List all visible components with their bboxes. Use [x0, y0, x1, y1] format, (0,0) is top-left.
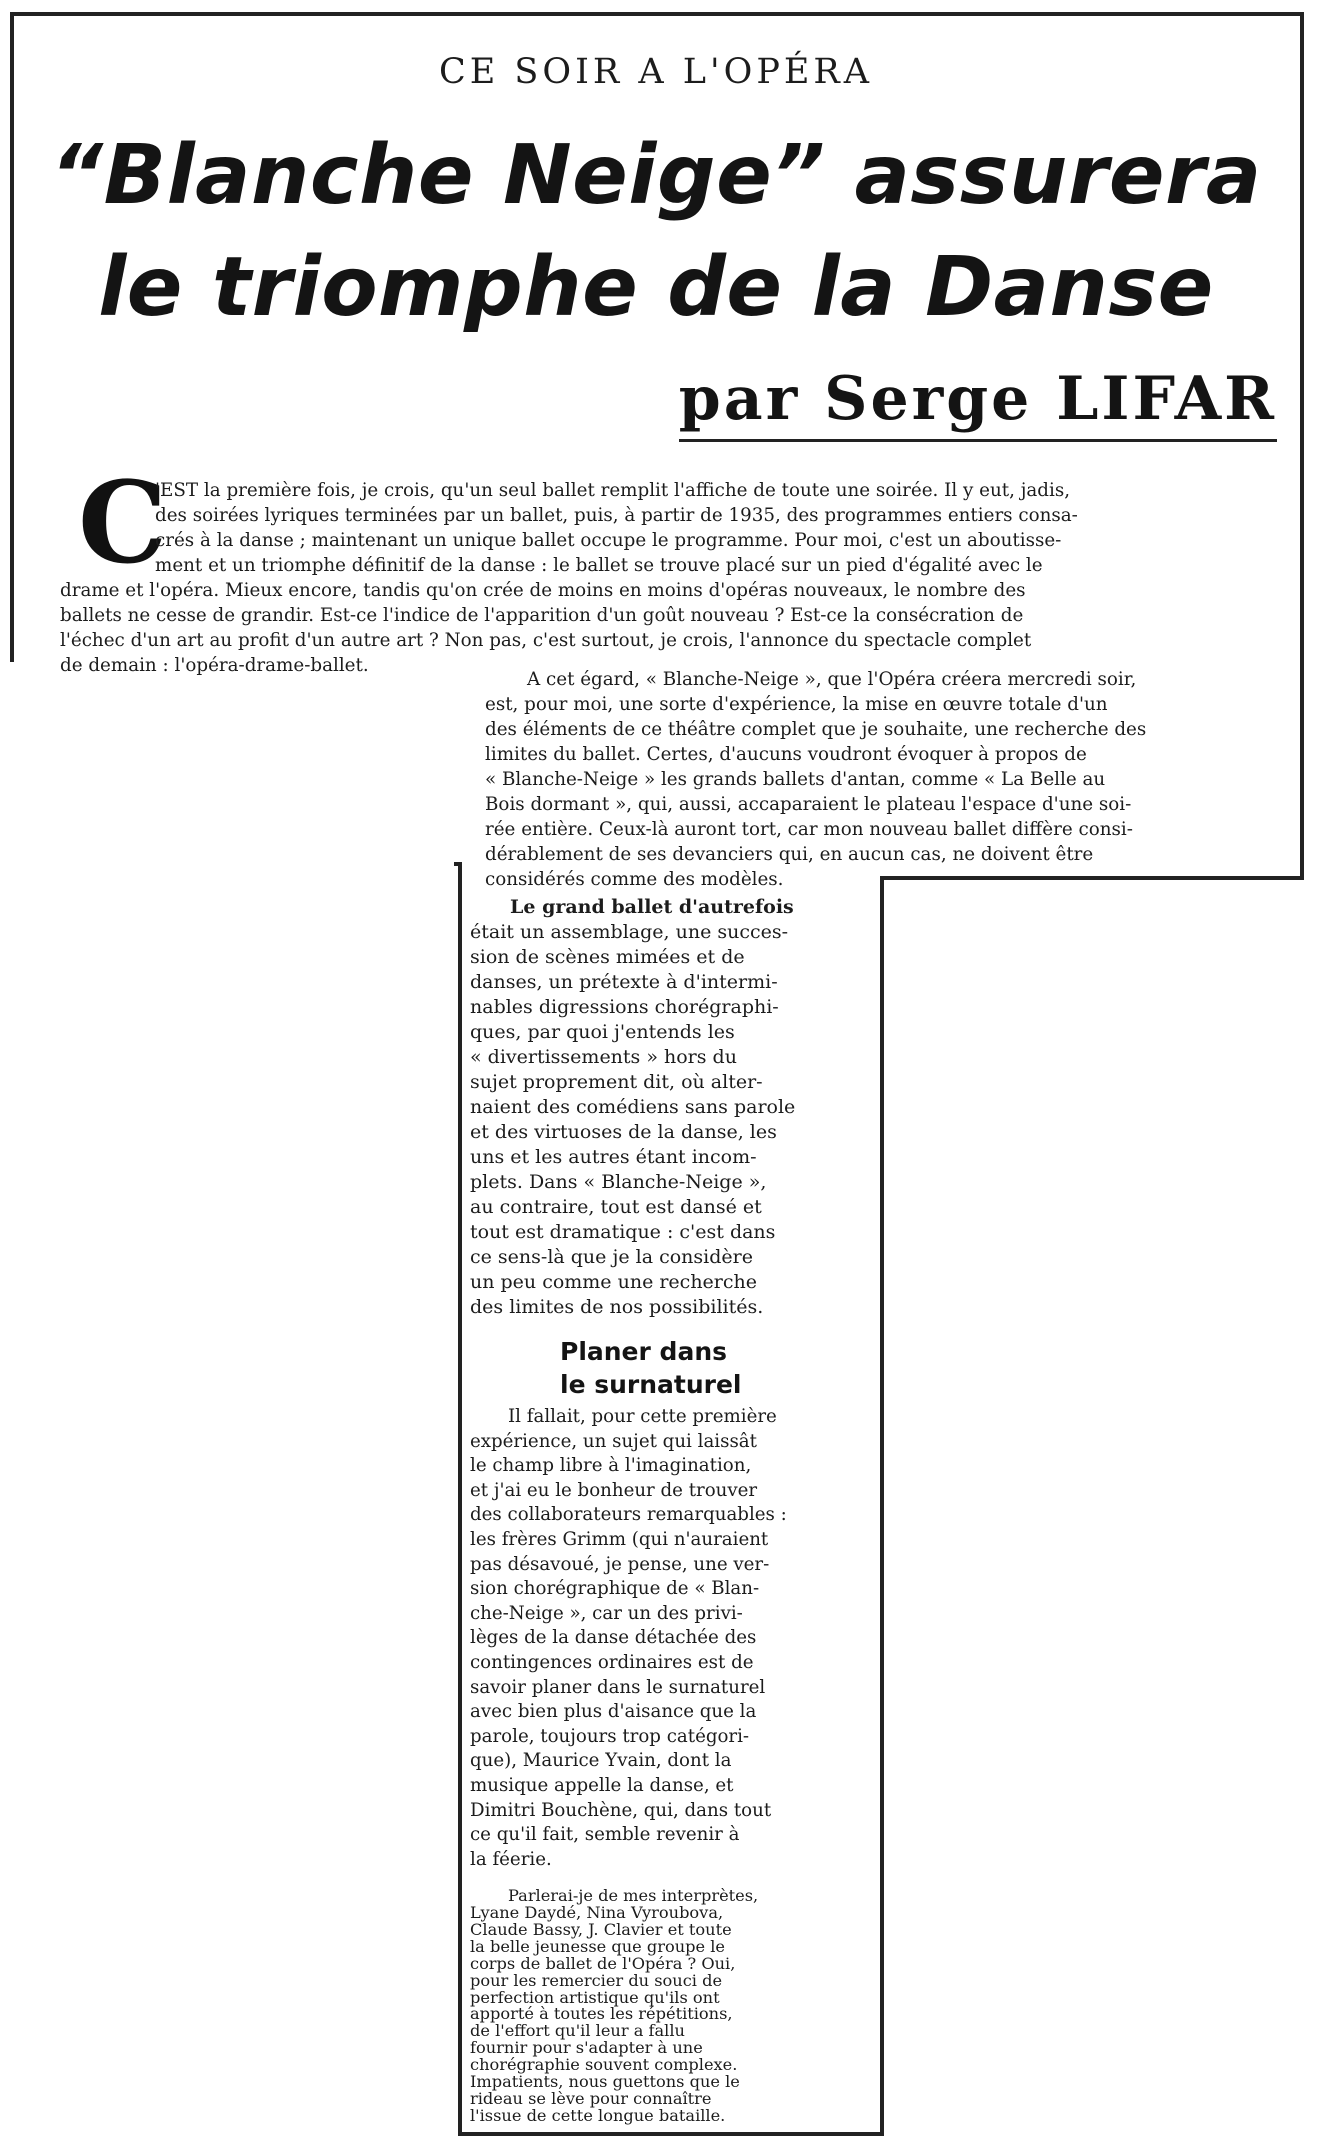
byline-text: par Serge LIFAR	[678, 364, 1277, 434]
para3-line: au contraire, tout est dansé et	[470, 1196, 762, 1218]
para5-line: Parlerai-je de mes interprètes,	[508, 1886, 759, 1905]
border-bottom	[458, 2132, 884, 2136]
para4-line: sion chorégraphique de « Blan-	[470, 1578, 760, 1600]
para3-line: ce sens-là que je la considère	[470, 1246, 753, 1268]
para5-line: pour les remercier du souci de	[470, 1970, 723, 1990]
para3-line: plets. Dans « Blanche-Neige »,	[470, 1171, 767, 1193]
para4-line: des collaborateurs remarquables :	[470, 1504, 787, 1526]
para5-line: l'issue de cette longue bataille.	[470, 2106, 726, 2125]
para5-line: chorégraphie souvent complexe.	[470, 2055, 738, 2075]
para3-line: uns et les autres étant incom-	[470, 1146, 757, 1168]
border-right-upper	[1300, 12, 1304, 880]
border-right-lower	[880, 876, 884, 2136]
para4-line: contingences ordinaires est de	[470, 1652, 754, 1673]
para4-line: parole, toujours trop catégori-	[470, 1725, 750, 1747]
para5-line: Impatients, nous guettons que le	[470, 2072, 740, 2092]
para3-line: sujet proprement dit, où alter-	[470, 1071, 763, 1093]
para5-line: apporté à toutes les répétitions,	[470, 2004, 733, 2024]
para4-line: et j'ai eu le bonheur de trouver	[470, 1479, 758, 1501]
para5-line: fournir pour s'adapter à une	[470, 2038, 703, 2058]
para4-line: avec bien plus d'aisance que la	[470, 1701, 757, 1723]
para3-line: était un assemblage, une succes-	[470, 921, 789, 943]
para2-line: Bois dormant », qui, aussi, accaparaient le plateau l'espace d'une soi-	[485, 794, 1132, 815]
border-left-upper	[10, 12, 14, 662]
intro-line: des soirées lyriques terminées par un ballet, puis, à partir de 1935, des programmes entiers consa-	[155, 505, 1078, 526]
intro-line: ballets ne cesse de grandir. Est-ce l'indice de l'apparition d'un goût nouveau ? Est-ce la consécration de	[60, 605, 1024, 626]
para4-line: Il fallait, pour cette première	[508, 1406, 777, 1427]
para5-line: corps de ballet de l'Opéra ? Oui,	[470, 1953, 736, 1973]
border-step	[880, 876, 1304, 880]
byline	[679, 364, 1277, 434]
para4-line: musique appelle la danse, et	[470, 1775, 734, 1796]
para2-line: dérablement de ses devanciers qui, en aucun cas, ne doivent être	[485, 844, 1094, 865]
para5-line: Claude Bassy, J. Clavier et toute	[470, 1919, 732, 1939]
intro-line: de demain : l'opéra-drame-ballet.	[60, 655, 369, 676]
para5-line: de l'effort qu'il leur a fallu	[470, 2021, 685, 2041]
para4-line: ce qu'il fait, semble revenir à	[470, 1824, 740, 1846]
para2-line: limites du ballet. Certes, d'aucuns voudront évoquer à propos de	[485, 744, 1087, 765]
para2-line: considérés comme des modèles.	[485, 869, 784, 890]
para3-line: Le grand ballet d'autrefois	[510, 896, 794, 918]
para4-line: pas désavoué, je pense, une ver-	[470, 1553, 770, 1575]
para4-line: che-Neige », car un des privi-	[470, 1602, 743, 1624]
para3-line: danses, un prétexte à d'intermi-	[470, 971, 778, 993]
intro-line: crés à la danse ; maintenant un unique ballet occupe le programme. Pour moi, c'est un aboutisse-	[155, 530, 1062, 551]
para3-line: un peu comme une recherche	[470, 1271, 758, 1293]
intro-line: 'EST la première fois, je crois, qu'un seul ballet remplit l'affiche de toute une soirée. Il y eut, jadis,	[155, 480, 1071, 501]
para3-line: sion de scènes mimées et de	[470, 946, 745, 968]
para4-line: les frères Grimm (qui n'auraient	[470, 1529, 769, 1550]
border-top	[10, 12, 1304, 16]
headline-line-2: le triomphe de la Danse	[98, 240, 1214, 335]
para2-line: A cet égard, « Blanche-Neige », que l'Opéra créera mercredi soir,	[527, 669, 1137, 690]
byline-underline	[679, 439, 1277, 442]
intro-line: drame et l'opéra. Mieux encore, tandis qu'on crée de moins en moins d'opéras nouveaux, le nombre des	[60, 580, 1026, 601]
para5-line: la belle jeunesse que groupe le	[470, 1936, 725, 1956]
para4-line: la féerie.	[470, 1848, 552, 1870]
para5-line: Lyane Daydé, Nina Vyroubova,	[470, 1902, 724, 1922]
para3-line: nables digressions chorégraphi-	[470, 996, 779, 1018]
kicker: CE SOIR A L'OPÉRA	[438, 52, 874, 92]
para4-line: le champ libre à l'imagination,	[470, 1455, 752, 1477]
para3-line: « divertissements » hors du	[470, 1046, 737, 1068]
border-left-lower	[458, 862, 462, 2136]
para3-line: et des virtuoses de la danse, les	[470, 1121, 777, 1143]
para5-line: rideau se lève pour connaître	[470, 2089, 712, 2109]
para2-line: des éléments de ce théâtre complet que je souhaite, une recherche des	[485, 719, 1147, 740]
para2-line: est, pour moi, une sorte d'expérience, la mise en œuvre totale d'un	[485, 694, 1108, 715]
subheading	[468, 1335, 960, 1401]
headline	[20, 120, 1292, 344]
border-notch-top	[454, 862, 462, 866]
subheading-line-2: le surnaturel	[560, 1370, 742, 1399]
para3-line: ques, par quoi j'entends les	[470, 1021, 735, 1043]
para4-line: lèges de la danse détachée des	[470, 1627, 757, 1649]
para3-line: tout est dramatique : c'est dans	[470, 1221, 776, 1243]
para3-line: naient des comédiens sans parole	[470, 1096, 796, 1118]
intro-line: l'échec d'un art au profit d'un autre art ? Non pas, c'est surtout, je crois, l'annonce du spectacle complet	[60, 630, 1032, 651]
para3-line: des limites de nos possibilités.	[470, 1296, 764, 1318]
subheading-line-1: Planer dans	[560, 1337, 727, 1366]
para2-line: rée entière. Ceux-là auront tort, car mon nouveau ballet diffère consi-	[485, 819, 1133, 840]
intro-line: ment et un triomphe définitif de la danse : le ballet se trouve placé sur un pied d'égalité avec le	[155, 555, 1043, 576]
para4-line: Dimitri Bouchène, qui, dans tout	[470, 1799, 772, 1821]
para2-line: « Blanche-Neige » les grands ballets d'antan, comme « La Belle au	[485, 769, 1106, 790]
para4-line: que), Maurice Yvain, dont la	[470, 1750, 732, 1772]
para4-line: savoir planer dans le surnaturel	[470, 1676, 766, 1698]
drop-cap: C	[78, 458, 168, 589]
para4-line: expérience, un sujet qui laissât	[470, 1430, 757, 1452]
headline-line-1: “Blanche Neige” assurera	[50, 128, 1262, 223]
para5-line: perfection artistique qu'ils ont	[470, 1987, 720, 2007]
